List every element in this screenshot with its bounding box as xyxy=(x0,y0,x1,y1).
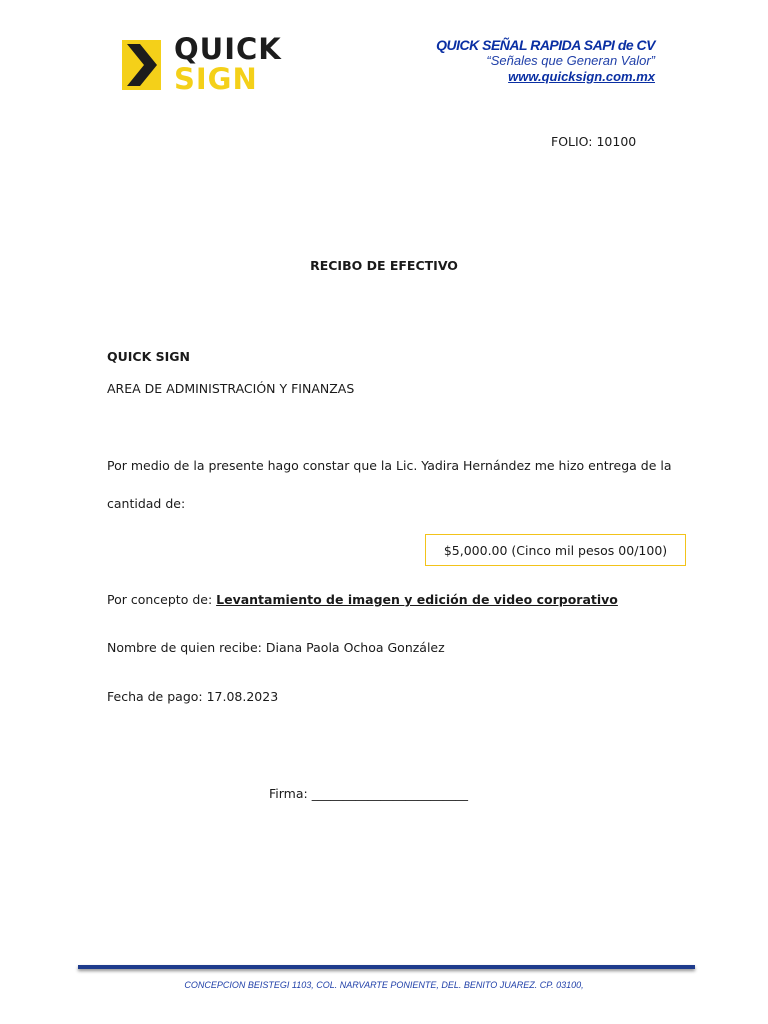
company-header xyxy=(436,37,655,85)
company-website-link[interactable]: www.quicksign.com.mx xyxy=(508,69,655,84)
logo-word-quick: QUICK xyxy=(174,32,282,66)
company-slogan: “Señales que Generan Valor” xyxy=(486,53,655,68)
amount-value: $5,000.00 (Cinco mil pesos 00/100) xyxy=(443,542,668,558)
footer-address: CONCEPCION BEISTEGI 1103, COL. NARVARTE PONIENTE, DEL. BENITO JUAREZ. CP. 03100, xyxy=(184,980,584,990)
amount-box xyxy=(425,534,686,566)
signature-line: Firma: _________________________ xyxy=(269,786,468,801)
receiver-name: Nombre de quien recibe: Diana Paola Ochoa González xyxy=(107,640,445,655)
footer-divider xyxy=(78,965,695,969)
logo-word-sign: SIGN xyxy=(174,62,258,96)
concept-line xyxy=(107,592,618,607)
organization-name: QUICK SIGN xyxy=(107,349,191,364)
payment-date: Fecha de pago: 17.08.2023 xyxy=(107,689,279,704)
organization-department: AREA DE ADMINISTRACIÓN Y FINANZAS xyxy=(107,381,355,396)
concept-value: Levantamiento de imagen y edición de video corporativo xyxy=(216,592,618,607)
company-name: QUICK SEÑAL RAPIDA SAPI de CV xyxy=(436,37,655,53)
folio-number: FOLIO: 10100 xyxy=(551,134,637,149)
statement-line-2: cantidad de: xyxy=(107,496,186,511)
concept-label: Por concepto de: xyxy=(107,592,217,607)
statement-line-1: Por medio de la presente hago constar que la Lic. Yadira Hernández me hizo entrega de la xyxy=(107,458,672,473)
logo-wordmark xyxy=(174,34,282,94)
document-title: RECIBO DE EFECTIVO xyxy=(310,258,458,273)
quick-sign-logo-icon xyxy=(122,40,161,90)
